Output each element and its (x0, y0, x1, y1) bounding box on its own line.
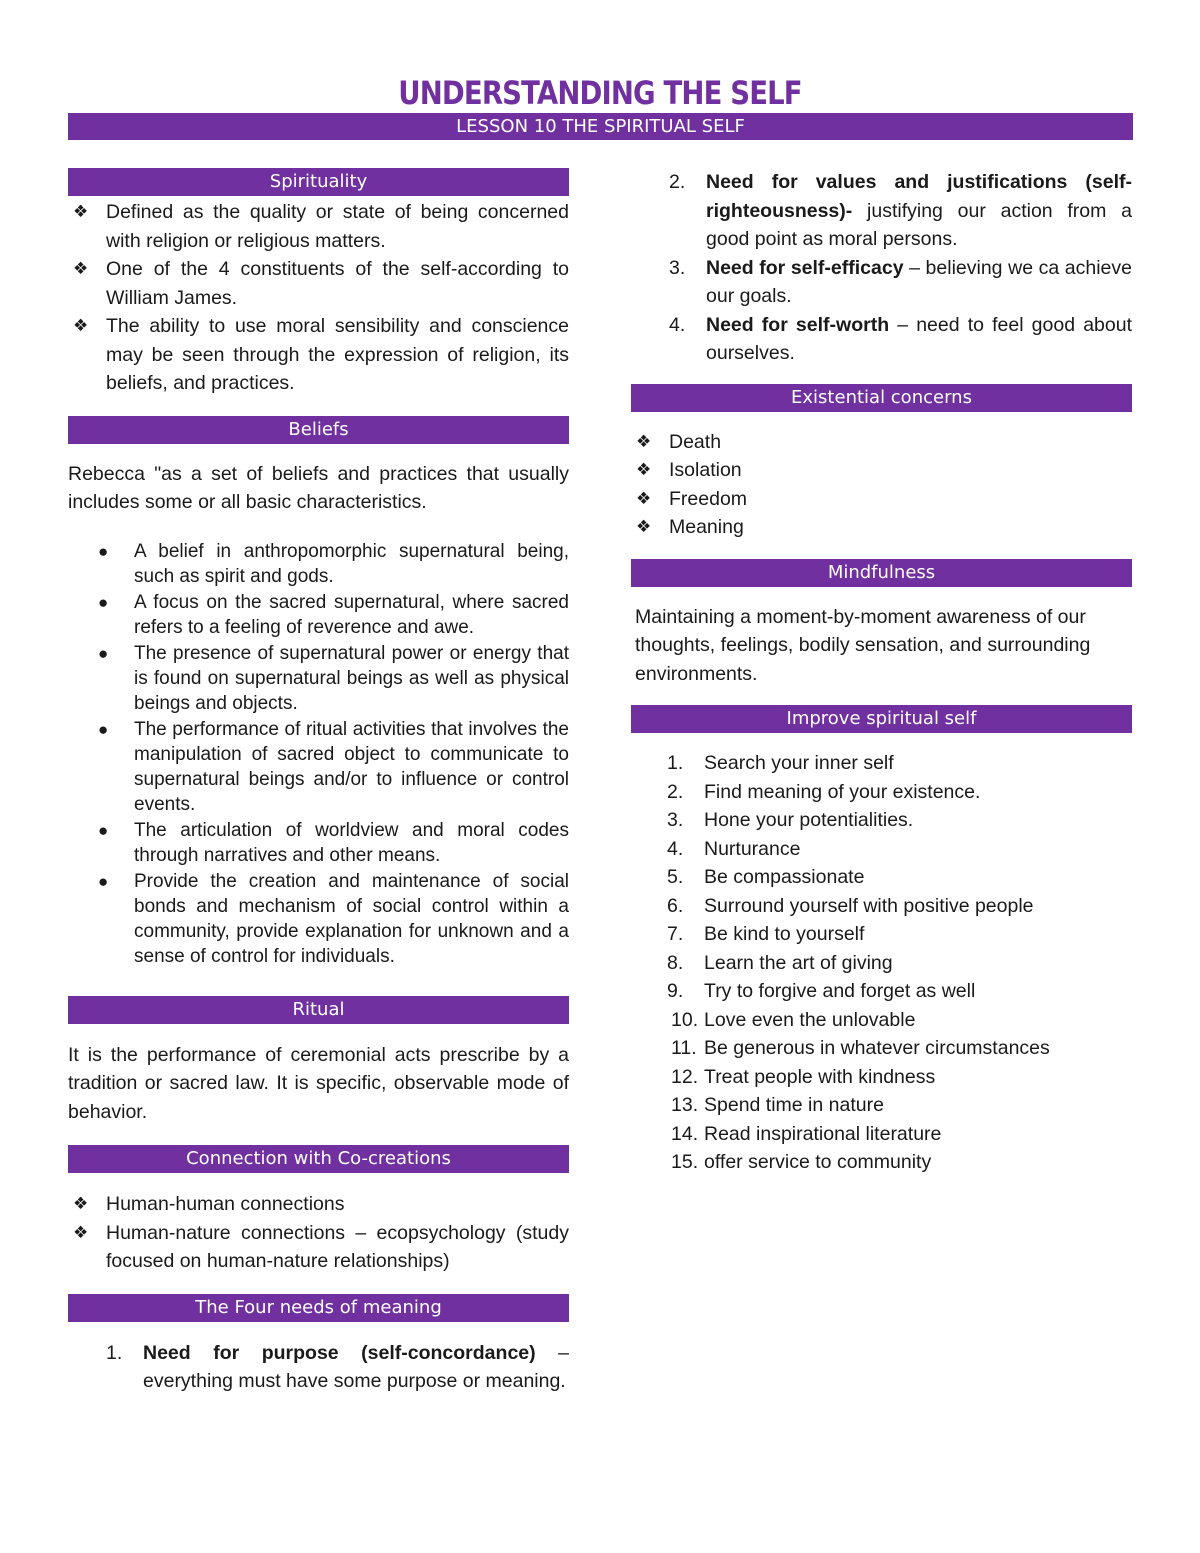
spirituality-list (68, 198, 569, 398)
list-item: ❖ One of the 4 constituents of the self-according to William James. (68, 255, 569, 312)
list-item: ❖ The ability to use moral sensibility and conscience may be seen through the expression of religion, its beliefs, and practices. (68, 312, 569, 398)
existential-list (631, 428, 1132, 542)
diamond-bullet-icon: ❖ (73, 259, 89, 278)
connection-list (68, 1190, 569, 1276)
diamond-bullet-icon: ❖ (636, 431, 652, 451)
round-bullet-icon: ● (98, 643, 109, 663)
list-item: ● A belief in anthropomorphic supernatural being, such as spirit and gods. (98, 540, 569, 587)
list-item: 1. Search your inner self (667, 752, 894, 774)
section-heading-connection: Connection with Co-creations (68, 1145, 569, 1173)
list-item: ❖ Freedom (631, 485, 1132, 514)
diamond-bullet-icon: ❖ (636, 460, 652, 479)
four-needs-list-part-1 (68, 1339, 569, 1396)
round-bullet-icon: ● (98, 541, 109, 561)
list-item: 2. Need for values and justifications (self-righteousness)- justifying our action from a good point as moral persons. (669, 171, 1132, 250)
list-item: 11. Be generous in whatever circumstances (671, 1037, 1050, 1059)
list-item: ❖ Human-human connections (68, 1190, 569, 1219)
list-item: 2. Find meaning of your existence. (667, 780, 981, 803)
section-heading-beliefs: Beliefs (68, 416, 569, 444)
section-heading-existential: Existential concerns (631, 384, 1132, 412)
round-bullet-icon: ● (98, 820, 109, 840)
section-heading-ritual: Ritual (68, 996, 569, 1024)
list-item: 1. Need for purpose (self-concordance) – everything must have some purpose or meaning. (106, 1341, 569, 1392)
list-item: ❖ Human-nature connections – ecopsychology (study focused on human-nature relationships) (68, 1219, 569, 1276)
mindfulness-text: Maintaining a moment-by-moment awareness of our thoughts, feelings, bodily sensation, and surrounding environments. (635, 605, 1091, 685)
ritual-text: It is the performance of ceremonial acts prescribe by a tradition or sacred law. It is specific, observable mode of behavior. (68, 1043, 569, 1123)
beliefs-intro: Rebecca "as a set of beliefs and practices that usually includes some or all basic characteristics. (68, 462, 569, 513)
lesson-banner: LESSON 10 THE SPIRITUAL SELF (68, 113, 1133, 140)
list-item: 3. Hone your potentialities. (667, 809, 914, 831)
list-item: ● The articulation of worldview and moral codes through narratives and other means. (98, 819, 569, 866)
section-heading-four-needs: The Four needs of meaning (68, 1294, 569, 1322)
list-item: ❖ Isolation (631, 456, 1132, 485)
list-item: 5. Be compassionate (667, 866, 865, 888)
diamond-bullet-icon: ❖ (636, 517, 652, 536)
list-item: 15. offer service to community (671, 1151, 932, 1173)
list-item: ● A focus on the sacred supernatural, where sacred refers to a feeling of reverence and awe. (98, 591, 569, 638)
list-item: 4. Need for self-worth – need to feel good about ourselves. (669, 313, 1132, 364)
beliefs-list (68, 539, 569, 969)
list-item: 3. Need for self-efficacy – believing we ca achieve our goals. (669, 256, 1132, 307)
list-item: ❖ Meaning (631, 513, 1132, 542)
diamond-bullet-icon: ❖ (73, 1222, 89, 1242)
round-bullet-icon: ● (98, 592, 109, 612)
diamond-bullet-icon: ❖ (73, 1194, 89, 1213)
list-item: 6. Surround yourself with positive people (667, 894, 1034, 917)
right-column (631, 168, 1132, 1177)
list-item: ● The presence of supernatural power or energy that is found on supernatural beings as well as physical beings and objects. (98, 642, 569, 714)
list-item: 8. Learn the art of giving (667, 951, 893, 974)
list-item: ❖ Death (631, 428, 1132, 457)
improve-list (631, 749, 1132, 1177)
round-bullet-icon: ● (98, 719, 109, 739)
section-heading-spirituality: Spirituality (68, 168, 569, 196)
diamond-bullet-icon: ❖ (636, 488, 652, 508)
list-item: ● The performance of ritual activities that involves the manipulation of sacred object to communicate to supernatural beings and/or to influence or control events. (98, 718, 569, 815)
section-heading-improve: Improve spiritual self (631, 705, 1132, 733)
list-item: 13. Spend time in nature (671, 1094, 884, 1116)
left-column (68, 168, 569, 1396)
document-title: UNDERSTANDING THE SELF (398, 74, 802, 112)
diamond-bullet-icon: ❖ (73, 316, 89, 335)
list-item: ● Provide the creation and maintenance of social bonds and mechanism of social control within a community, provide explanation for unknown and a sense of control for individuals. (98, 870, 569, 967)
diamond-bullet-icon: ❖ (73, 202, 89, 221)
list-item: ❖ Defined as the quality or state of being concerned with religion or religious matters. (68, 198, 569, 255)
round-bullet-icon: ● (98, 871, 109, 891)
list-item: 14. Read inspirational literature (671, 1122, 942, 1145)
list-item: 12. Treat people with kindness (671, 1065, 936, 1088)
four-needs-list-part-2 (631, 168, 1132, 368)
section-heading-mindfulness: Mindfulness (631, 559, 1132, 587)
list-item: 4. Nurturance (667, 837, 801, 860)
list-item: 10. Love even the unlovable (671, 1008, 916, 1031)
list-item: 9. Try to forgive and forget as well (667, 980, 976, 1002)
list-item: 7. Be kind to yourself (667, 923, 865, 945)
